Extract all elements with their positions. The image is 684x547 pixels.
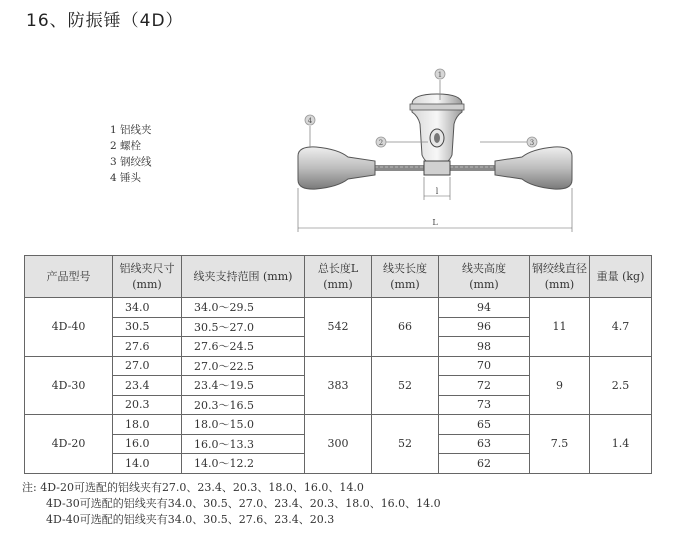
cell-total-length: 542 bbox=[305, 298, 372, 357]
cell-clamp-size: 23.4 bbox=[113, 376, 182, 396]
header-clamp-size: 铝线夹尺寸 (mm) bbox=[113, 256, 182, 298]
notes bbox=[22, 480, 441, 528]
header-weight: 重量 (kg) bbox=[590, 256, 652, 298]
cell-clamp-height: 73 bbox=[439, 395, 530, 415]
note-line: 4D-30可选配的铝线夹有34.0、30.5、27.0、23.4、20.3、18.0、16.0、14.0 bbox=[46, 497, 441, 510]
dim-l-label: l bbox=[435, 187, 439, 196]
cell-clamp-height: 62 bbox=[439, 454, 530, 474]
cell-support-range: 30.5～27.0 bbox=[182, 317, 305, 337]
callout-3: 3 bbox=[529, 139, 535, 147]
cell-clamp-size: 27.6 bbox=[113, 337, 182, 357]
cell-weight: 4.7 bbox=[590, 298, 652, 357]
legend-item: 3 钢绞线 bbox=[110, 156, 152, 168]
cell-model: 4D-30 bbox=[25, 356, 113, 415]
damper-diagram bbox=[280, 60, 580, 240]
cell-model: 4D-20 bbox=[25, 415, 113, 474]
dim-L-label: L bbox=[432, 218, 438, 227]
cell-support-range: 16.0～13.3 bbox=[182, 434, 305, 454]
header-wire-diameter: 钢绞线直径 (mm) bbox=[530, 256, 590, 298]
cell-clamp-height: 94 bbox=[439, 298, 530, 318]
cell-total-length: 300 bbox=[305, 415, 372, 474]
cell-clamp-height: 98 bbox=[439, 337, 530, 357]
cell-clamp-height: 70 bbox=[439, 356, 530, 376]
cell-clamp-height: 65 bbox=[439, 415, 530, 435]
cell-support-range: 18.0～15.0 bbox=[182, 415, 305, 435]
cell-total-length: 383 bbox=[305, 356, 372, 415]
callout-1: 1 bbox=[437, 71, 443, 79]
legend-item: 1 铝线夹 bbox=[110, 124, 152, 136]
header-support-range: 线夹支持范围 (mm) bbox=[182, 256, 305, 298]
cell-clamp-size: 16.0 bbox=[113, 434, 182, 454]
cell-clamp-size: 34.0 bbox=[113, 298, 182, 318]
table-header-row bbox=[25, 256, 652, 298]
callout-2: 2 bbox=[378, 139, 384, 147]
cell-clamp-length: 52 bbox=[372, 415, 439, 474]
right-weight bbox=[495, 147, 572, 189]
table-row bbox=[25, 415, 652, 435]
header-total-length: 总长度L (mm) bbox=[305, 256, 372, 298]
cell-clamp-size: 20.3 bbox=[113, 395, 182, 415]
cell-clamp-length: 66 bbox=[372, 298, 439, 357]
header-model: 产品型号 bbox=[25, 256, 113, 298]
cell-support-range: 23.4～19.5 bbox=[182, 376, 305, 396]
cell-wire-diameter: 7.5 bbox=[530, 415, 590, 474]
cell-clamp-length: 52 bbox=[372, 356, 439, 415]
cell-clamp-height: 72 bbox=[439, 376, 530, 396]
cell-wire-diameter: 11 bbox=[530, 298, 590, 357]
cell-support-range: 20.3～16.5 bbox=[182, 395, 305, 415]
page-title: 16、防振锤（4D） bbox=[26, 11, 184, 31]
cell-wire-diameter: 9 bbox=[530, 356, 590, 415]
cell-weight: 2.5 bbox=[590, 356, 652, 415]
left-weight bbox=[298, 147, 375, 189]
cell-clamp-size: 14.0 bbox=[113, 454, 182, 474]
parts-legend bbox=[110, 122, 152, 186]
cell-support-range: 34.0～29.5 bbox=[182, 298, 305, 318]
table-row bbox=[25, 356, 652, 376]
table-row bbox=[25, 298, 652, 318]
legend-item: 4 锤头 bbox=[110, 172, 142, 184]
cell-clamp-height: 63 bbox=[439, 434, 530, 454]
note-line: 注: 4D-20可选配的铝线夹有27.0、23.4、20.3、18.0、16.0、14.0 bbox=[22, 481, 364, 494]
legend-item: 2 螺栓 bbox=[110, 140, 142, 152]
cell-support-range: 14.0～12.2 bbox=[182, 454, 305, 474]
cell-weight: 1.4 bbox=[590, 415, 652, 474]
cell-support-range: 27.0～22.5 bbox=[182, 356, 305, 376]
cell-support-range: 27.6～24.5 bbox=[182, 337, 305, 357]
note-line: 4D-40可选配的铝线夹有34.0、30.5、27.6、23.4、20.3 bbox=[46, 513, 335, 526]
header-clamp-length: 线夹长度 (mm) bbox=[372, 256, 439, 298]
cell-clamp-size: 27.0 bbox=[113, 356, 182, 376]
spec-table bbox=[24, 255, 652, 474]
cell-clamp-size: 30.5 bbox=[113, 317, 182, 337]
cell-clamp-height: 96 bbox=[439, 317, 530, 337]
cell-clamp-size: 18.0 bbox=[113, 415, 182, 435]
callout-4: 4 bbox=[307, 117, 313, 125]
header-clamp-height: 线夹高度 (mm) bbox=[439, 256, 530, 298]
cell-model: 4D-40 bbox=[25, 298, 113, 357]
